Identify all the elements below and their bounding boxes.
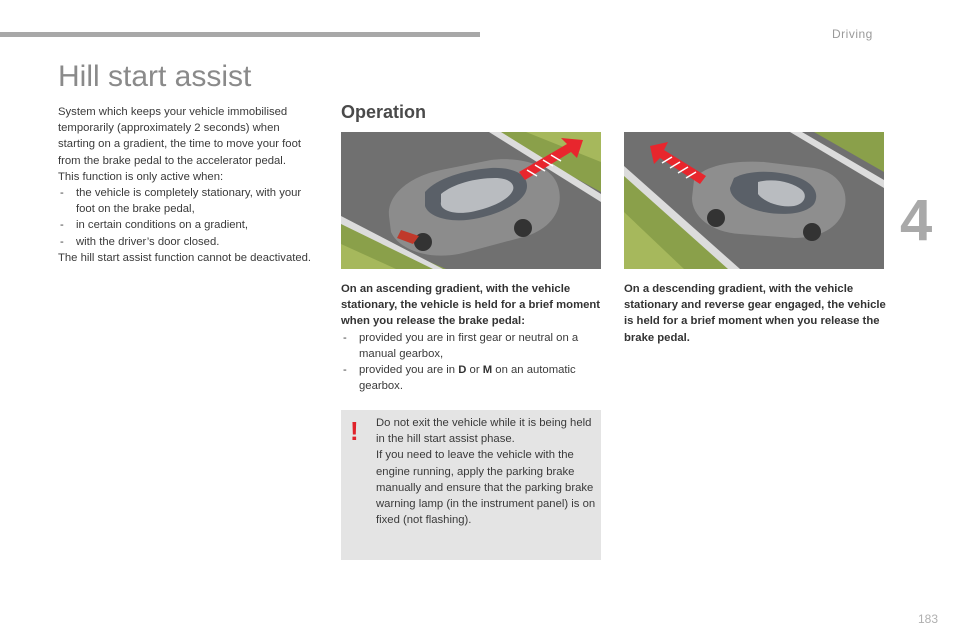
ascending-gradient-text bbox=[341, 281, 603, 394]
list-item: - provided you are in first gear or neutral on a manual gearbox, bbox=[341, 330, 603, 362]
descending-gradient-text bbox=[624, 281, 886, 346]
item-text: or bbox=[466, 364, 483, 377]
ascending-lead: On an ascending gradient, with the vehicle stationary, the vehicle is held for a brief moment when you release the brake pedal: bbox=[341, 283, 601, 328]
conditions-lead: This function is only active when: bbox=[58, 170, 224, 183]
intro-text bbox=[58, 104, 318, 266]
ascending-list bbox=[341, 330, 603, 395]
page-title: Hill start assist bbox=[58, 60, 252, 93]
item-text: provided you are in bbox=[359, 364, 459, 377]
descending-lead: On a descending gradient, with the vehicle stationary and reverse gear engaged, the vehicle is held for a brief moment when you release the brake pedal. bbox=[624, 283, 886, 344]
operation-heading: Operation bbox=[341, 102, 427, 122]
section-label: Driving bbox=[832, 27, 873, 41]
descending-car-image bbox=[624, 132, 884, 269]
ascending-car-image bbox=[341, 132, 601, 269]
warning-icon: ! bbox=[350, 416, 359, 446]
list-item: - with the driver’s door closed. bbox=[58, 234, 318, 250]
header-rule bbox=[0, 32, 480, 37]
conditions-list bbox=[58, 185, 318, 250]
list-item bbox=[341, 362, 603, 394]
warning-paragraph: Do not exit the vehicle while it is being held in the hill start assist phase. bbox=[376, 417, 592, 446]
ascending-gradient-illustration bbox=[341, 132, 601, 269]
intro-paragraph: System which keeps your vehicle immobilised temporarily (approximately 2 seconds) when starting on a gradient, the time to move your foot from the brake pedal to the accelerator pedal. bbox=[58, 106, 302, 167]
warning-text bbox=[376, 415, 598, 528]
gear-d-label: D bbox=[458, 364, 467, 377]
gear-m-label: M bbox=[482, 364, 493, 377]
chapter-number: 4 bbox=[900, 188, 933, 253]
descending-gradient-illustration bbox=[624, 132, 884, 269]
intro-closing: The hill start assist function cannot be deactivated. bbox=[58, 251, 312, 264]
list-item: - in certain conditions on a gradient, bbox=[58, 217, 318, 233]
warning-paragraph: If you need to leave the vehicle with the engine running, apply the parking brake manually and ensure that the parking brake warning lamp (in the instrument panel) is on fixed (not flashing). bbox=[376, 449, 596, 527]
item-text: on an automatic gearbox. bbox=[359, 364, 576, 393]
list-item: - the vehicle is completely stationary, with your foot on the brake pedal, bbox=[58, 185, 318, 217]
page-number: 183 bbox=[918, 612, 939, 626]
